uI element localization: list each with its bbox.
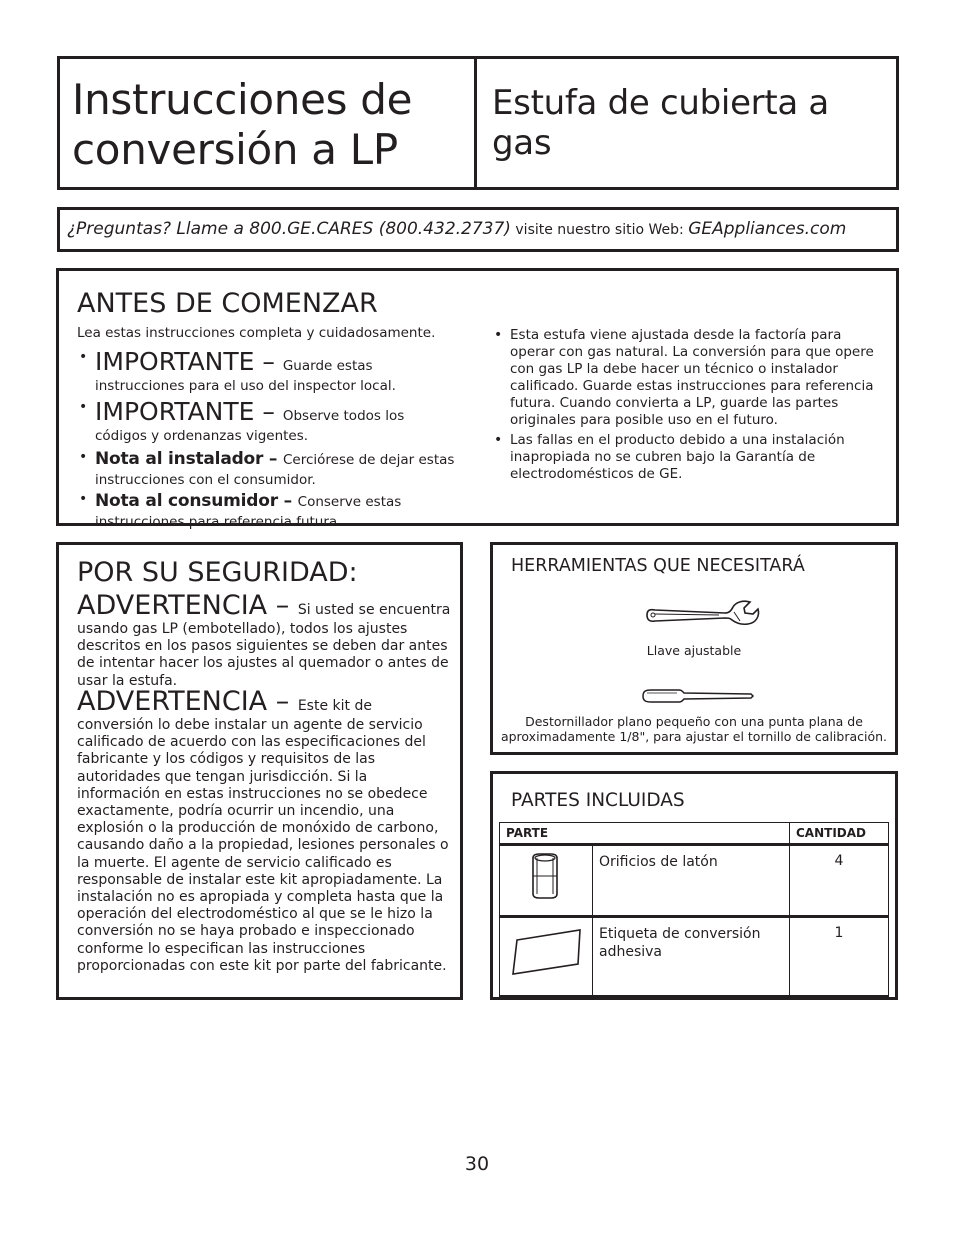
nota-instalador-label: Nota al instalador – bbox=[95, 449, 283, 469]
part-qty: 1 bbox=[790, 917, 889, 997]
product-subtitle: Estufa de cubierta a gas bbox=[492, 83, 829, 163]
antes-heading: ANTES DE COMENZAR bbox=[77, 288, 378, 319]
seguridad-heading: POR SU SEGURIDAD: bbox=[77, 557, 358, 588]
list-item bbox=[77, 491, 467, 531]
table-row bbox=[500, 845, 889, 917]
list-item: • Las fallas en el producto debido a una instalación inapropiada no se cubren bajo la Garantía de electrodomésticos de GE. bbox=[492, 432, 887, 483]
warning-text: Si usted se encuentra usando gas LP (embotellado), todos los ajustes descritos en los pasos siguientes se deben dar antes de intentar hacer los ajustes al quemador o antes de usar la estufa. bbox=[77, 602, 451, 689]
page-number: 30 bbox=[464, 1153, 490, 1175]
parts-table bbox=[499, 822, 889, 998]
contact-line bbox=[67, 219, 846, 239]
item-rest: instrucciones para el uso del inspector local. bbox=[95, 378, 396, 394]
part-qty: 4 bbox=[790, 845, 889, 917]
conversion-label-icon bbox=[500, 918, 592, 984]
antes-right-list bbox=[492, 327, 887, 483]
page-title bbox=[72, 75, 412, 175]
brass-orifice-icon bbox=[500, 846, 592, 906]
warning-label: ADVERTENCIA – bbox=[77, 590, 298, 621]
contact-bar bbox=[57, 207, 899, 252]
part-image-cell bbox=[500, 917, 593, 997]
title-box bbox=[57, 56, 477, 190]
list-item bbox=[77, 349, 467, 395]
antes-intro: Lea estas instrucciones completa y cuidadosamente. bbox=[77, 325, 436, 341]
warning-block-2 bbox=[77, 687, 452, 975]
item-lead: Conserve estas bbox=[297, 494, 402, 510]
screwdriver-caption bbox=[493, 714, 895, 744]
list-item: • Esta estufa viene ajustada desde la factoría para operar con gas natural. La conversión para que opere con gas LP la debe hacer un técnico o instalador calificado. Guarde estas instrucciones para referencia futura. Cuando convierta a LP, guarde las partes originales para posible uso en el futuro. bbox=[492, 327, 887, 429]
antes-left-list bbox=[77, 349, 467, 531]
partes-heading: PARTES INCLUIDAS bbox=[511, 790, 685, 811]
col-parte-header: PARTE bbox=[500, 823, 790, 845]
warning-block-1 bbox=[77, 591, 452, 690]
wrench-caption: Llave ajustable bbox=[646, 643, 742, 658]
part-image-cell bbox=[500, 845, 593, 917]
adjustable-wrench-icon bbox=[641, 599, 761, 631]
warning-text: Este kit de conversión lo debe instalar un agente de servicio calificado de acuerdo con las especificaciones del fabricante y los códigos y requisitos de las autoridades que tengan jurisdicción. Si la información en estas instrucciones no se obedece exactamente, podría ocurrir un incendio, una explosión o la producción de monóxido de carbono, causando daño a la propiedad, lesiones personales o la muerte. El agente de servicio calificado es responsable de instalar este kit apropiadamente. La instalación no es apropiada y completa hasta que la operación del electrodoméstico al que se le hizo la conversión no se haya probado e inspeccionado conforme lo especifican las instrucciones proporcionadas con este kit por parte del fabricante. bbox=[77, 698, 449, 974]
item-rest: códigos y ordenanzas vigentes. bbox=[95, 428, 309, 444]
partes-section bbox=[490, 771, 898, 1000]
item-lead: Observe todos los bbox=[282, 408, 405, 424]
screwdriver-caption-line2: aproximadamente 1/8", para ajustar el tornillo de calibración. bbox=[500, 729, 888, 744]
screwdriver-caption-line1: Destornillador plano pequeño con una punta plana de bbox=[525, 714, 863, 729]
table-header-row bbox=[500, 823, 889, 845]
page-title-line2: conversión a LP bbox=[72, 125, 398, 174]
herramientas-heading: HERRAMIENTAS QUE NECESITARÁ bbox=[511, 556, 805, 576]
item-rest: instrucciones para referencia futura. bbox=[95, 514, 342, 530]
part-name: Etiqueta de conversión adhesiva bbox=[593, 917, 790, 997]
website-link[interactable]: GEAppliances.com bbox=[688, 219, 847, 239]
contact-visit-text: visite nuestro sitio Web: bbox=[510, 222, 689, 238]
list-item bbox=[77, 449, 467, 489]
importante-label: IMPORTANTE – bbox=[95, 397, 283, 426]
importante-label: IMPORTANTE – bbox=[95, 347, 283, 376]
page-title-line1: Instrucciones de bbox=[72, 75, 413, 124]
contact-question: ¿Preguntas? Llame a 800.GE.CARES (800.432.2737) bbox=[67, 219, 511, 239]
col-cantidad-header: CANTIDAD bbox=[790, 823, 889, 845]
table-row bbox=[500, 917, 889, 997]
nota-consumidor-label: Nota al consumidor – bbox=[95, 491, 298, 511]
item-rest: instrucciones con el consumidor. bbox=[95, 472, 316, 488]
subtitle-box bbox=[474, 56, 899, 190]
list-item bbox=[77, 399, 467, 445]
flat-screwdriver-icon bbox=[639, 687, 755, 705]
antes-section bbox=[56, 268, 899, 530]
warning-label: ADVERTENCIA – bbox=[77, 686, 298, 717]
seguridad-section bbox=[56, 542, 463, 1000]
item-lead: Guarde estas bbox=[282, 358, 373, 374]
herramientas-section bbox=[490, 542, 898, 755]
item-lead: Cerciórese de dejar estas bbox=[282, 452, 455, 468]
part-name: Orificios de latón bbox=[593, 845, 790, 917]
